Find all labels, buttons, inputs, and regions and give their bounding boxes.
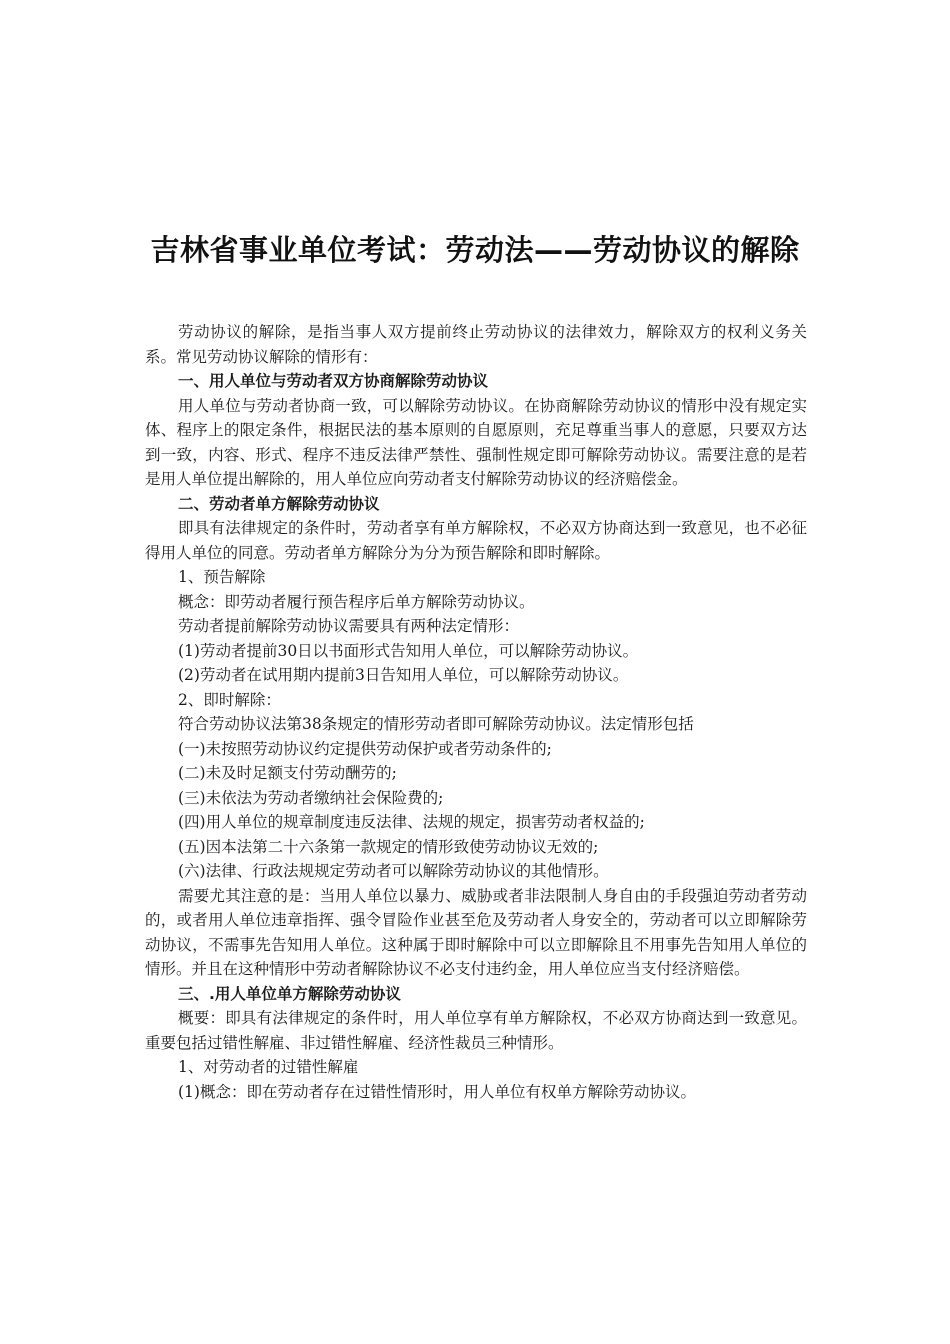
list-item: (1)概念：即在劳动者存在过错性情形时，用人单位有权单方解除劳动协议。 (178, 1082, 696, 1101)
paragraph: 概念：即劳动者履行预告程序后单方解除劳动协议。 (178, 592, 535, 611)
subsection-label: 1、对劳动者的过错性解雇 (178, 1058, 359, 1076)
section-heading: 三、.用人单位单方解除劳动协议 (178, 984, 401, 1003)
paragraph: 即具有法律规定的条件时，劳动者享有单方解除权，不必双方协商达到一致意见，也不必征得用人单位的同意。劳动者单方解除分为分为预告解除和即时解除。 (145, 519, 807, 562)
paragraph: 劳动协议的解除，是指当事人双方提前终止劳动协议的法律效力，解除双方的权利义务关系。常见劳动协议解除的情形有： (145, 323, 807, 366)
paragraph: 用人单位与劳动者协商一致，可以解除劳动协议。在协商解除劳动协议的情形中没有规定实体、程序上的限定条件，根据民法的基本原则的自愿原则，充足尊重当事人的意愿，只要双方达到一致，内容、形式、程序不违反法律严禁性、强制性规定即可解除劳动协议。需要注意的是若是用人单位提出解除的，用人单位应向劳动者支付解除劳动协议的经济赔偿金。 (145, 396, 807, 488)
document-body (145, 320, 807, 1104)
list-item: (五)因本法第二十六条第一款规定的情形致使劳动协议无效的; (178, 837, 599, 856)
section-heading: 一、用人单位与劳动者双方协商解除劳动协议 (178, 372, 489, 390)
subsection-label: 1、预告解除 (178, 568, 266, 586)
section-heading: 二、劳动者单方解除劳动协议 (178, 494, 380, 513)
page-title: 吉林省事业单位考试：劳动法——劳动协议的解除 (150, 233, 800, 267)
list-item: (2)劳动者在试用期内提前3日告知用人单位，可以解除劳动协议。 (178, 666, 629, 684)
list-item: (三)未依法为劳动者缴纳社会保险费的; (178, 788, 444, 807)
paragraph: 概要：即具有法律规定的条件时，用人单位享有单方解除权，不必双方协商达到一致意见。重要包括过错性解雇、非过错性解雇、经济性裁员三种情形。 (145, 1009, 807, 1052)
subsection-label: 2、即时解除： (178, 690, 281, 709)
list-item: (1)劳动者提前30日以书面形式告知用人单位，可以解除劳动协议。 (178, 641, 639, 660)
list-item: (四)用人单位的规章制度违反法律、法规的规定，损害劳动者权益的; (178, 813, 645, 831)
list-item: (二)未及时足额支付劳动酬劳的; (178, 764, 397, 782)
list-item: (六)法律、行政法规规定劳动者可以解除劳动协议的其他情形。 (178, 862, 609, 880)
paragraph: 需要尤其注意的是：当用人单位以暴力、威胁或者非法限制人身自由的手段强迫劳动者劳动的，或者用人单位违章指挥、强令冒险作业甚至危及劳动者人身安全的，劳动者可以立即解除劳动协议，不需事先告知用人单位。这种属于即时解除中可以立即解除且不用事先告知用人单位的情形。并且在这种情形中劳动者解除协议不必支付违约金，用人单位应当支付经济赔偿。 (145, 886, 807, 978)
list-item: (一)未按照劳动协议约定提供劳动保护或者劳动条件的; (178, 739, 552, 758)
paragraph: 劳动者提前解除劳动协议需要具有两种法定情形： (178, 617, 520, 635)
paragraph: 符合劳动协议法第38条规定的情形劳动者即可解除劳动协议。法定情形包括 (178, 715, 694, 733)
